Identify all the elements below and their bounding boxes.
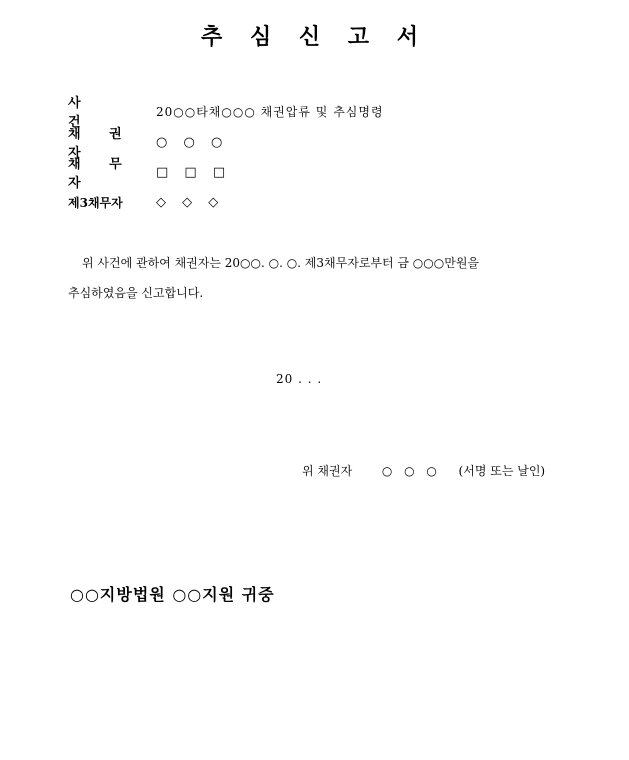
creditor-label: 채 권 자 bbox=[68, 127, 134, 161]
signer-name: ○ ○ ○ bbox=[381, 464, 441, 478]
third-party-debtor-value: ◇ ◇ ◇ bbox=[156, 194, 225, 210]
creditor-value: ○ ○ ○ bbox=[156, 134, 229, 150]
debtor-label: 채 무 자 bbox=[68, 157, 134, 191]
filing-date: 20 . . . bbox=[276, 372, 323, 386]
case-field bbox=[68, 96, 384, 130]
third-party-debtor-label: 제3채무자 bbox=[68, 195, 123, 210]
third-party-debtor-field bbox=[68, 191, 224, 213]
signer-note: (서명 또는 날인) bbox=[458, 464, 546, 478]
declaration-line-2: 추심하였음을 신고합니다. bbox=[68, 286, 204, 300]
debtor-field bbox=[68, 157, 232, 191]
declaration-body bbox=[68, 248, 568, 308]
debtor-value: □ □ □ bbox=[156, 164, 232, 180]
case-label: 사 건 bbox=[68, 96, 125, 130]
signer-label: 위 채권자 bbox=[302, 464, 353, 478]
court-addressee: ○○지방법원 ○○지원 귀중 bbox=[70, 585, 275, 604]
declaration-line-1: 위 사건에 관하여 채권자는 20○○. ○. ○. 제3채무자로부터 금 ○○○만원을 bbox=[82, 256, 479, 270]
signer-line bbox=[302, 462, 545, 479]
page-title: 추 심 신 고 서 bbox=[201, 24, 428, 50]
case-value: 20○○타채○○○ 채권압류 및 추심명령 bbox=[156, 104, 384, 119]
creditor-field bbox=[68, 127, 229, 161]
